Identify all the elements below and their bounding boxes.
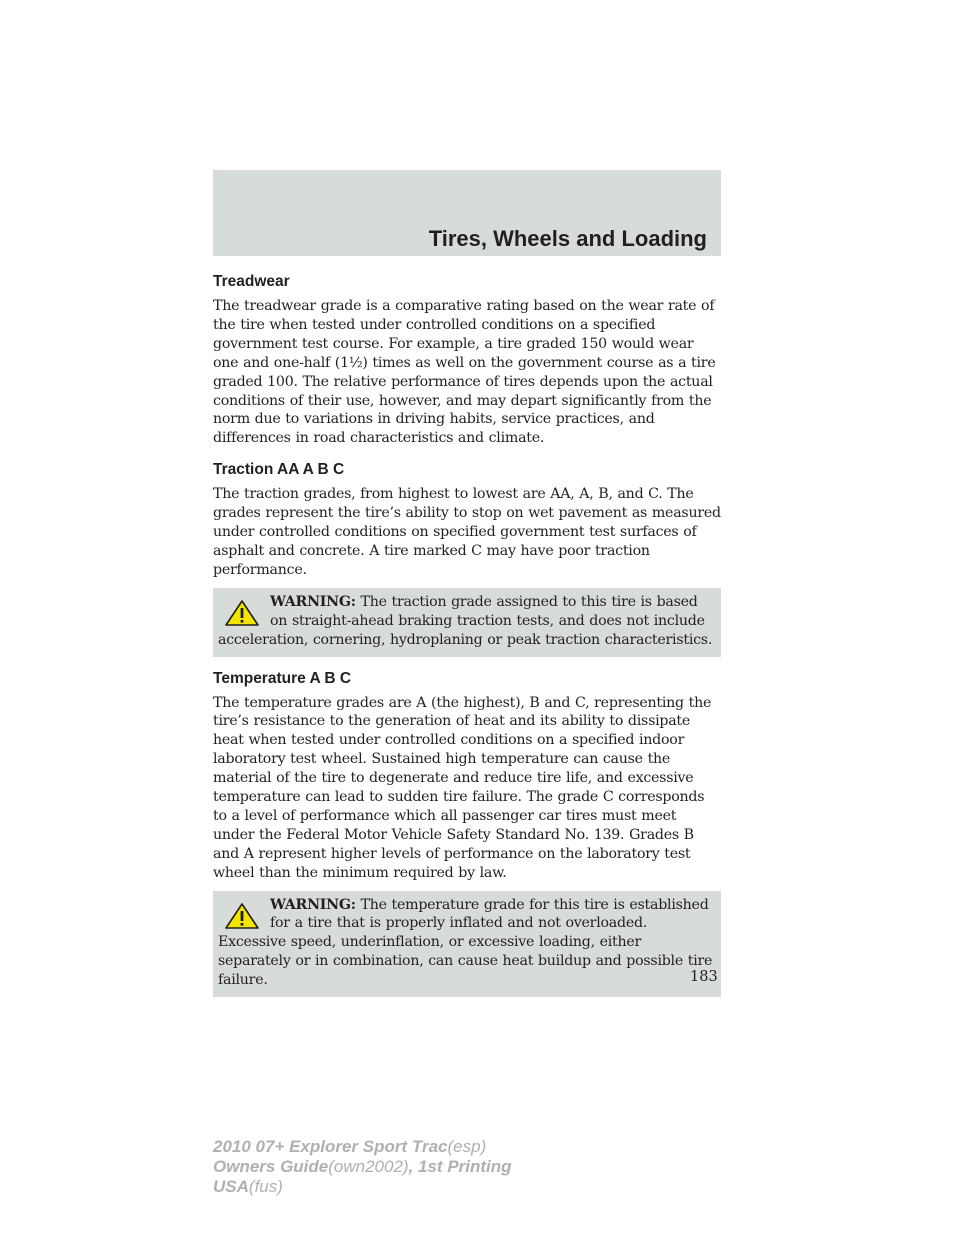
paragraph-treadwear: The treadwear grade is a comparative rating based on the wear rate of the tire when tested under controlled conditions on a specified government test course. For example, a tire graded 150 would wear one and one-half (1½) times as well on the government course as a tire graded 100. The relative performance of tires depends upon the actual conditions of their use, however, and may depart significantly from the norm due to variations in driving habits, service practices, and differences in road characteristics and climate. <box>213 298 716 447</box>
warning-text: The traction grade assigned to this tire is based on straight-ahead braking traction tests, and does not include acceleration, cornering, hydroplaning or peak traction characteristics. <box>218 593 713 648</box>
paragraph-traction: The traction grades, from highest to lowest are AA, A, B, and C. The grades represent the tire’s ability to stop on wet pavement as measured under controlled conditions on specified government test surfaces of asphalt and concrete. A tire marked C may have poor traction performance. <box>213 486 721 578</box>
footer-line-3 <box>213 1177 512 1197</box>
footer-printing: , 1st Printing <box>408 1157 512 1176</box>
footer-guide-code: (own2002) <box>328 1157 409 1176</box>
warning-text: The temperature grade for this tire is established for a tire that is properly inflated and not overloaded. Excessive speed, underinflation, or excessive loading, either separately or in combination, can cause heat buildup and possible tire failure. <box>218 896 713 989</box>
page-number: 183 <box>690 969 718 985</box>
footer-market-code: (fus) <box>248 1177 283 1196</box>
warning-label: WARNING: <box>270 896 356 913</box>
print-footer <box>213 1137 512 1197</box>
warning-label: WARNING: <box>270 593 356 610</box>
footer-model-code: (esp) <box>447 1137 487 1156</box>
warning-triangle-icon <box>224 902 260 930</box>
footer-guide: Owners Guide <box>213 1157 329 1176</box>
warning-box-temperature <box>213 891 721 998</box>
section-title: Tires, Wheels and Loading <box>428 226 707 251</box>
footer-line-1 <box>213 1137 512 1157</box>
paragraph-temperature: The temperature grades are A (the highest), B and C, representing the tire’s resistance to the generation of heat and its ability to dissipate heat when tested under controlled conditions on a specified indoor laboratory test wheel. Sustained high temperature can cause the material of the tire to degenerate and reduce tire life, and excessive temperature can lead to sudden tire failure. The grade C corresponds to a level of performance which all passenger car tires must meet under the Federal Motor Vehicle Safety Standard No. 139. Grades B and A represent higher levels of performance on the laboratory test wheel than the minimum required by law. <box>213 694 712 881</box>
heading-traction: Traction AA A B C <box>213 461 345 479</box>
heading-treadwear: Treadwear <box>213 273 290 290</box>
heading-temperature: Temperature A B C <box>213 669 352 687</box>
footer-line-2 <box>213 1157 512 1177</box>
page-content <box>213 272 721 1009</box>
footer-model: 2010 07+ Explorer Sport Trac <box>213 1137 448 1156</box>
warning-triangle-icon <box>224 599 260 627</box>
footer-market: USA <box>213 1177 249 1196</box>
section-header-band <box>213 170 721 256</box>
warning-box-traction <box>213 588 721 657</box>
